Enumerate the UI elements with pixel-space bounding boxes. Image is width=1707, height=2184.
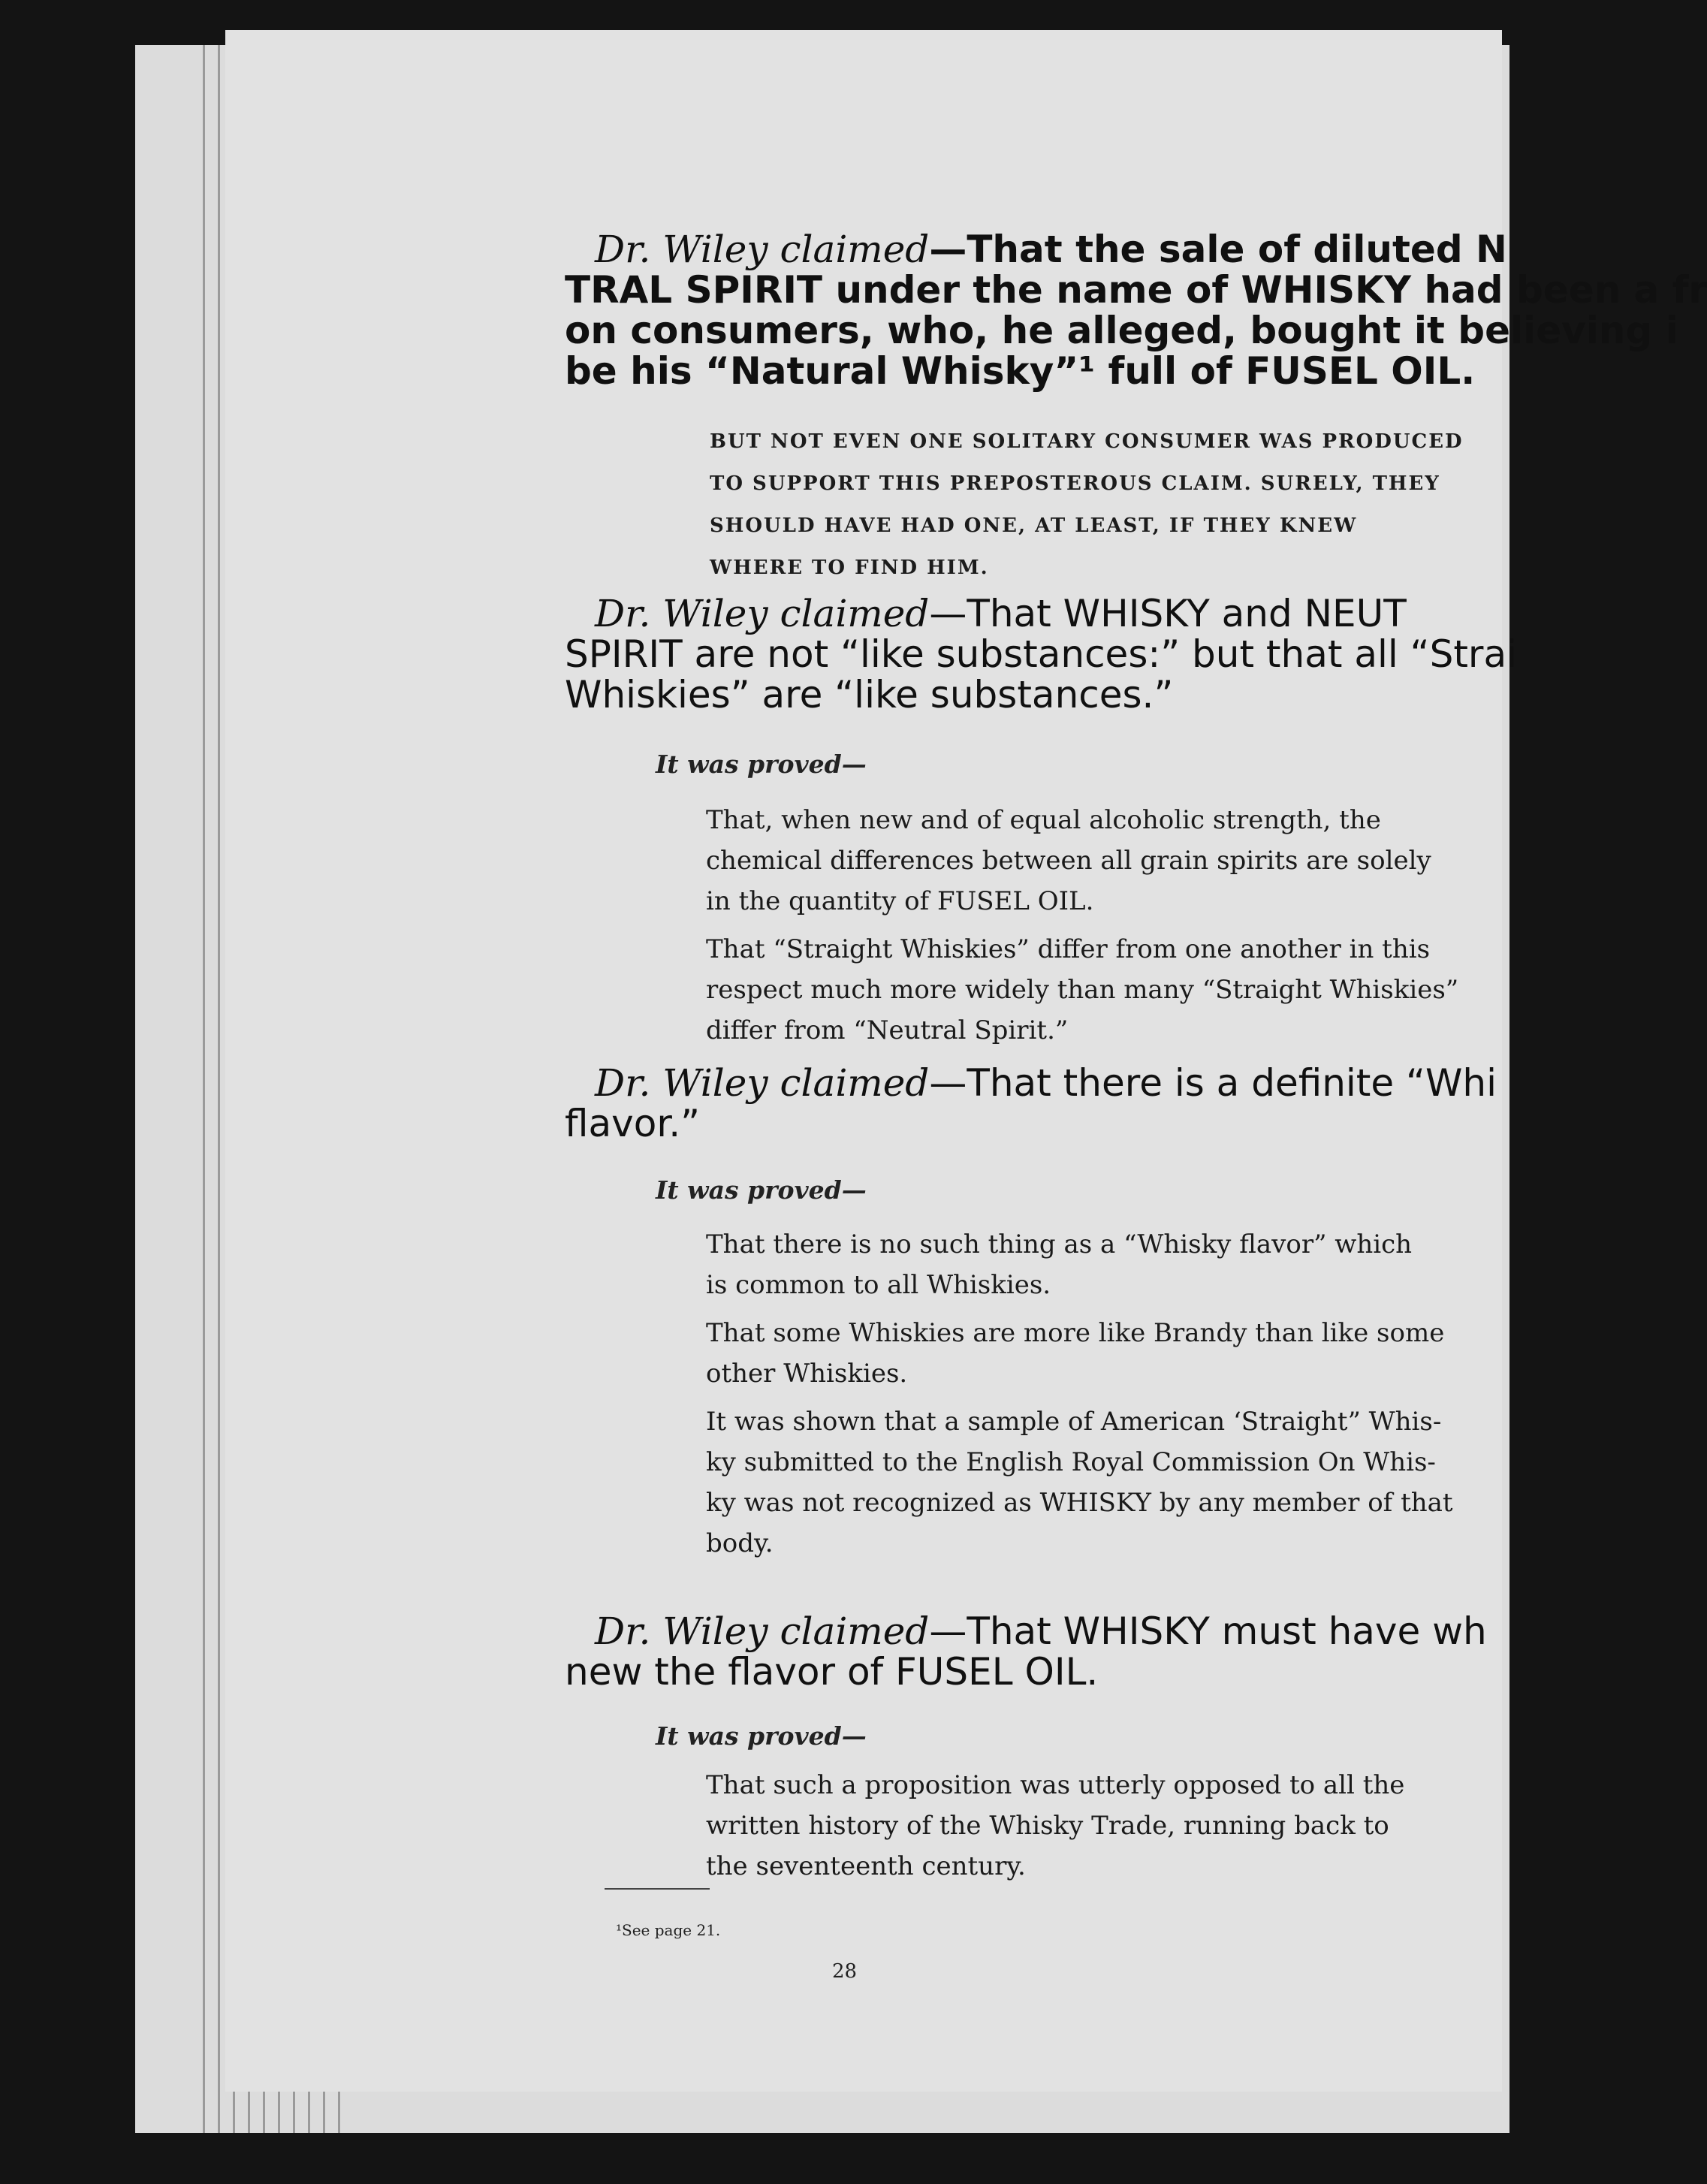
claim-label: Dr. Wiley claimed (595, 592, 930, 635)
rebuttal-line: SHOULD HAVE HAD ONE, AT LEAST, IF THEY KNEW (710, 514, 1358, 537)
claim-label: Dr. Wiley claimed (595, 1609, 930, 1653)
footnote: ¹See page 21. (616, 1921, 721, 1939)
footnote-rule (605, 1888, 710, 1890)
proof-paragraph: That “Straight Whiskies” differ from one another in this respect much more widely than many “Straight Whiskies” differ from “Neutral Spirit.” (706, 934, 1459, 1045)
claim-line: TRAL SPIRIT under the name of WHISKY had been a fr (565, 268, 1707, 312)
rebuttal-block (710, 421, 1506, 589)
document-page (225, 30, 1707, 2092)
claim-label: Dr. Wiley claimed (595, 1061, 930, 1105)
proof-block (706, 1224, 1509, 1571)
claim-line: Whiskies” are “like substances.” (565, 673, 1174, 716)
claim-line: Dr. Wiley claimed—That the sale of diluted N (595, 228, 1507, 271)
proof-paragraph: That there is no such thing as a “Whisky flavor” which is common to all Whiskies. (706, 1229, 1413, 1300)
claim-line: new the flavor of FUSEL OIL. (565, 1650, 1099, 1694)
page-number: 28 (832, 1960, 858, 1983)
proof-paragraph: It was shown that a sample of American ‘Straight” Whis- ky submitted to the English Royal Commission On Whis- ky was not recognized as WHISKY by any member of that body. (706, 1407, 1453, 1558)
claim-line: be his “Natural Whisky”¹ full of FUSEL OIL. (565, 349, 1476, 393)
claim-line: on consumers, who, he alleged, bought it believing i (565, 309, 1678, 352)
proof-paragraph: That such a proposition was utterly opposed to all the written history of the Whisky Trade, running back to the seventeenth century. (706, 1770, 1405, 1881)
proof-paragraph: That, when new and of equal alcoholic strength, the chemical differences between all grain spirits are solely in the quantity of FUSEL OIL. (706, 805, 1431, 916)
claim-heading (565, 1061, 1503, 1145)
proved-label: It was proved— (656, 1721, 867, 1751)
proof-paragraph: That some Whiskies are more like Brandy than like some other Whiskies. (706, 1318, 1445, 1389)
claim-line: Dr. Wiley claimed—That WHISKY must have wh (595, 1609, 1487, 1653)
claim-line: Dr. Wiley claimed—That WHISKY and NEUT (595, 592, 1407, 635)
proved-label: It was proved— (656, 1175, 867, 1205)
claim-heading (565, 228, 1707, 393)
claim-label: Dr. Wiley claimed (595, 228, 930, 271)
rebuttal-line: WHERE TO FIND HIM. (710, 557, 989, 579)
page-edge (203, 45, 205, 2133)
proof-block (706, 800, 1509, 1058)
rebuttal-line: BUT NOT EVEN ONE SOLITARY CONSUMER WAS PRODUCED (710, 430, 1464, 453)
proof-block (706, 1765, 1509, 1894)
page-edge (218, 45, 220, 2133)
rebuttal-line: TO SUPPORT THIS PREPOSTEROUS CLAIM. SURELY, THEY (710, 472, 1440, 495)
proved-label: It was proved— (656, 750, 867, 779)
claim-heading (565, 592, 1518, 716)
claim-line: flavor.” (565, 1102, 701, 1145)
claim-line: SPIRIT are not “like substances:” but that all “Strai (565, 632, 1518, 676)
claim-line: Dr. Wiley claimed—That there is a definite “Whi (595, 1061, 1497, 1105)
claim-heading (565, 1609, 1503, 1694)
